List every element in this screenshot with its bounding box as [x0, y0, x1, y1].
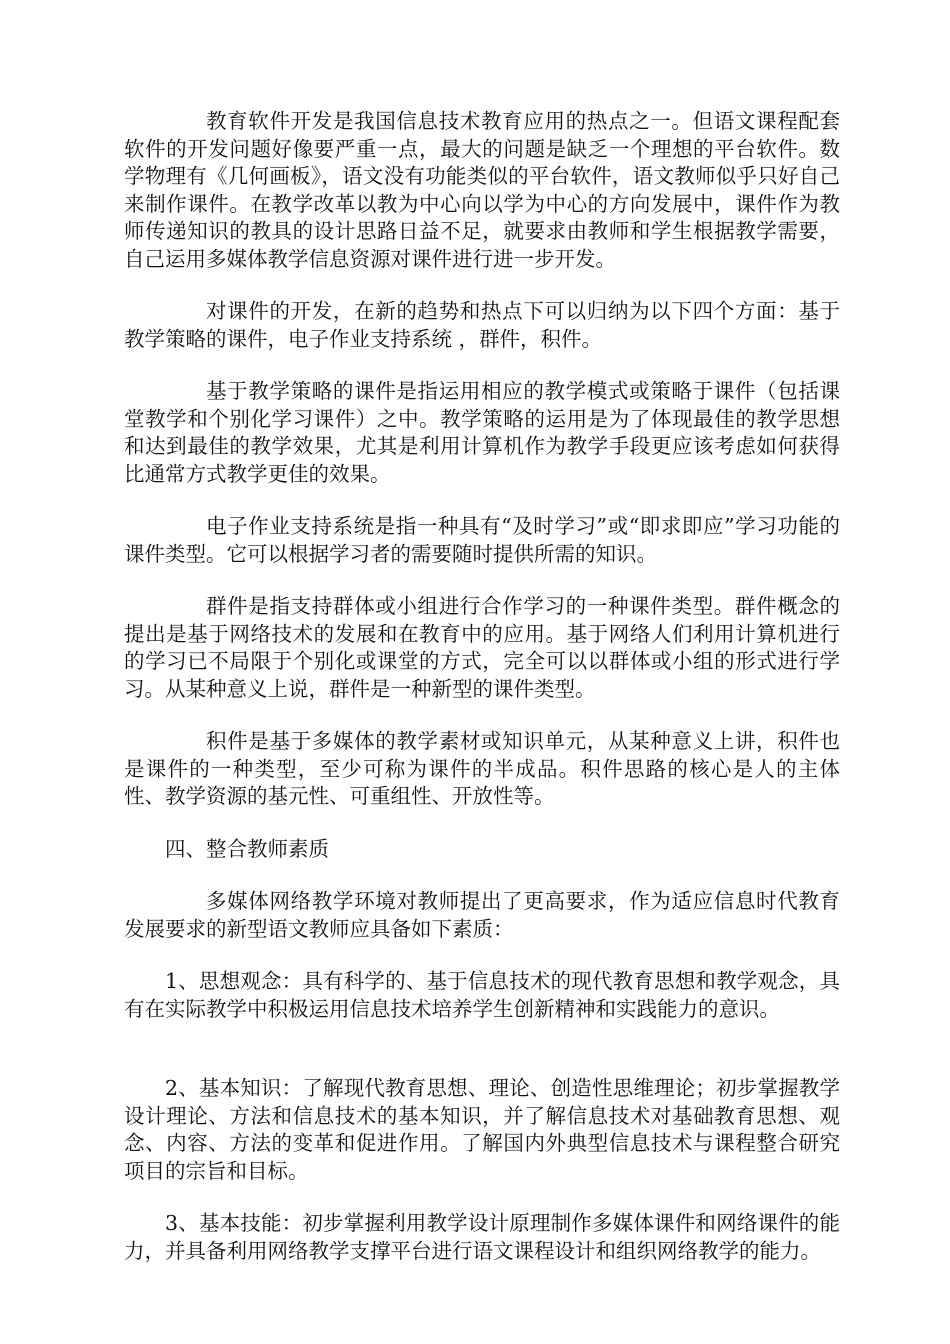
list-item-basic-skills: 3、基本技能：初步掌握利用教学设计原理制作多媒体课件和网络课件的能力，并具备利用网络教学支撑平台进行语文课程设计和组织网络教学的能力。: [124, 1211, 840, 1263]
paragraph-groupware: 群件是指支持群体或小组进行合作学习的一种课件类型。群件概念的提出是基于网络技术的发展和在教育中的应用。基于网络人们利用计算机进行的学习已不局限于个别化或课堂的方式，完全可以以群体或小组的形式进行学习。从某种意义上说，群件是一种新型的课件类型。: [124, 594, 840, 701]
paragraph-teacher-requirements: 多媒体网络教学环境对教师提出了更高要求，作为适应信息时代教育发展要求的新型语文教师应具备如下素质：: [124, 889, 840, 941]
list-item-ideology: 1、思想观念：具有科学的、基于信息技术的现代教育思想和教学观念，具有在实际教学中积极运用信息技术培养学生创新精神和实践能力的意识。: [124, 969, 840, 1021]
paragraph-epss: 电子作业支持系统是指一种具有“及时学习”或“即求即应”学习功能的课件类型。它可以根据学习者的需要随时提供所需的知识。: [124, 514, 840, 566]
document-page: [124, 108, 840, 1290]
paragraph-integrable-ware: 积件是基于多媒体的教学素材或知识单元，从某种意义上讲，积件也是课件的一种类型，至少可称为课件的半成品。积件思路的核心是人的主体性、教学资源的基元性、可重组性、开放性等。: [124, 729, 840, 808]
paragraph-software-development: 教育软件开发是我国信息技术教育应用的热点之一。但语文课程配套软件的开发问题好像要严重一点，最大的问题是缺乏一个理想的平台软件。数学物理有《几何画板》，语文没有功能类似的平台软件，语文教师似乎只好自己来制作课件。在教学改革以教为中心向以学为中心的方向发展中，课件作为教师传递知识的教具的设计思路日益不足，就要求由教师和学生根据教学需要，自己运用多媒体教学信息资源对课件进行进一步开发。: [124, 109, 840, 271]
section-heading-teacher-quality: 四、整合教师素质: [165, 836, 329, 861]
paragraph-strategy-courseware: 基于教学策略的课件是指运用相应的教学模式或策略于课件（包括课堂教学和个别化学习课件）之中。教学策略的运用是为了体现最佳的教学思想和达到最佳的教学效果，尤其是利用计算机作为教学手段更应该考虑如何获得比通常方式教学更佳的效果。: [124, 379, 840, 486]
paragraph-courseware-four-aspects: 对课件的开发，在新的趋势和热点下可以归纳为以下四个方面：基于教学策略的课件，电子作业支持系统 ，群件，积件。: [124, 299, 840, 351]
list-item-basic-knowledge: 2、基本知识：了解现代教育思想、理论、创造性思维理论；初步掌握教学设计理论、方法和信息技术的基本知识，并了解信息技术对基础教育思想、观念、内容、方法的变革和促进作用。了解国内外典型信息技术与课程整合研究项目的宗旨和目标。: [124, 1076, 840, 1183]
